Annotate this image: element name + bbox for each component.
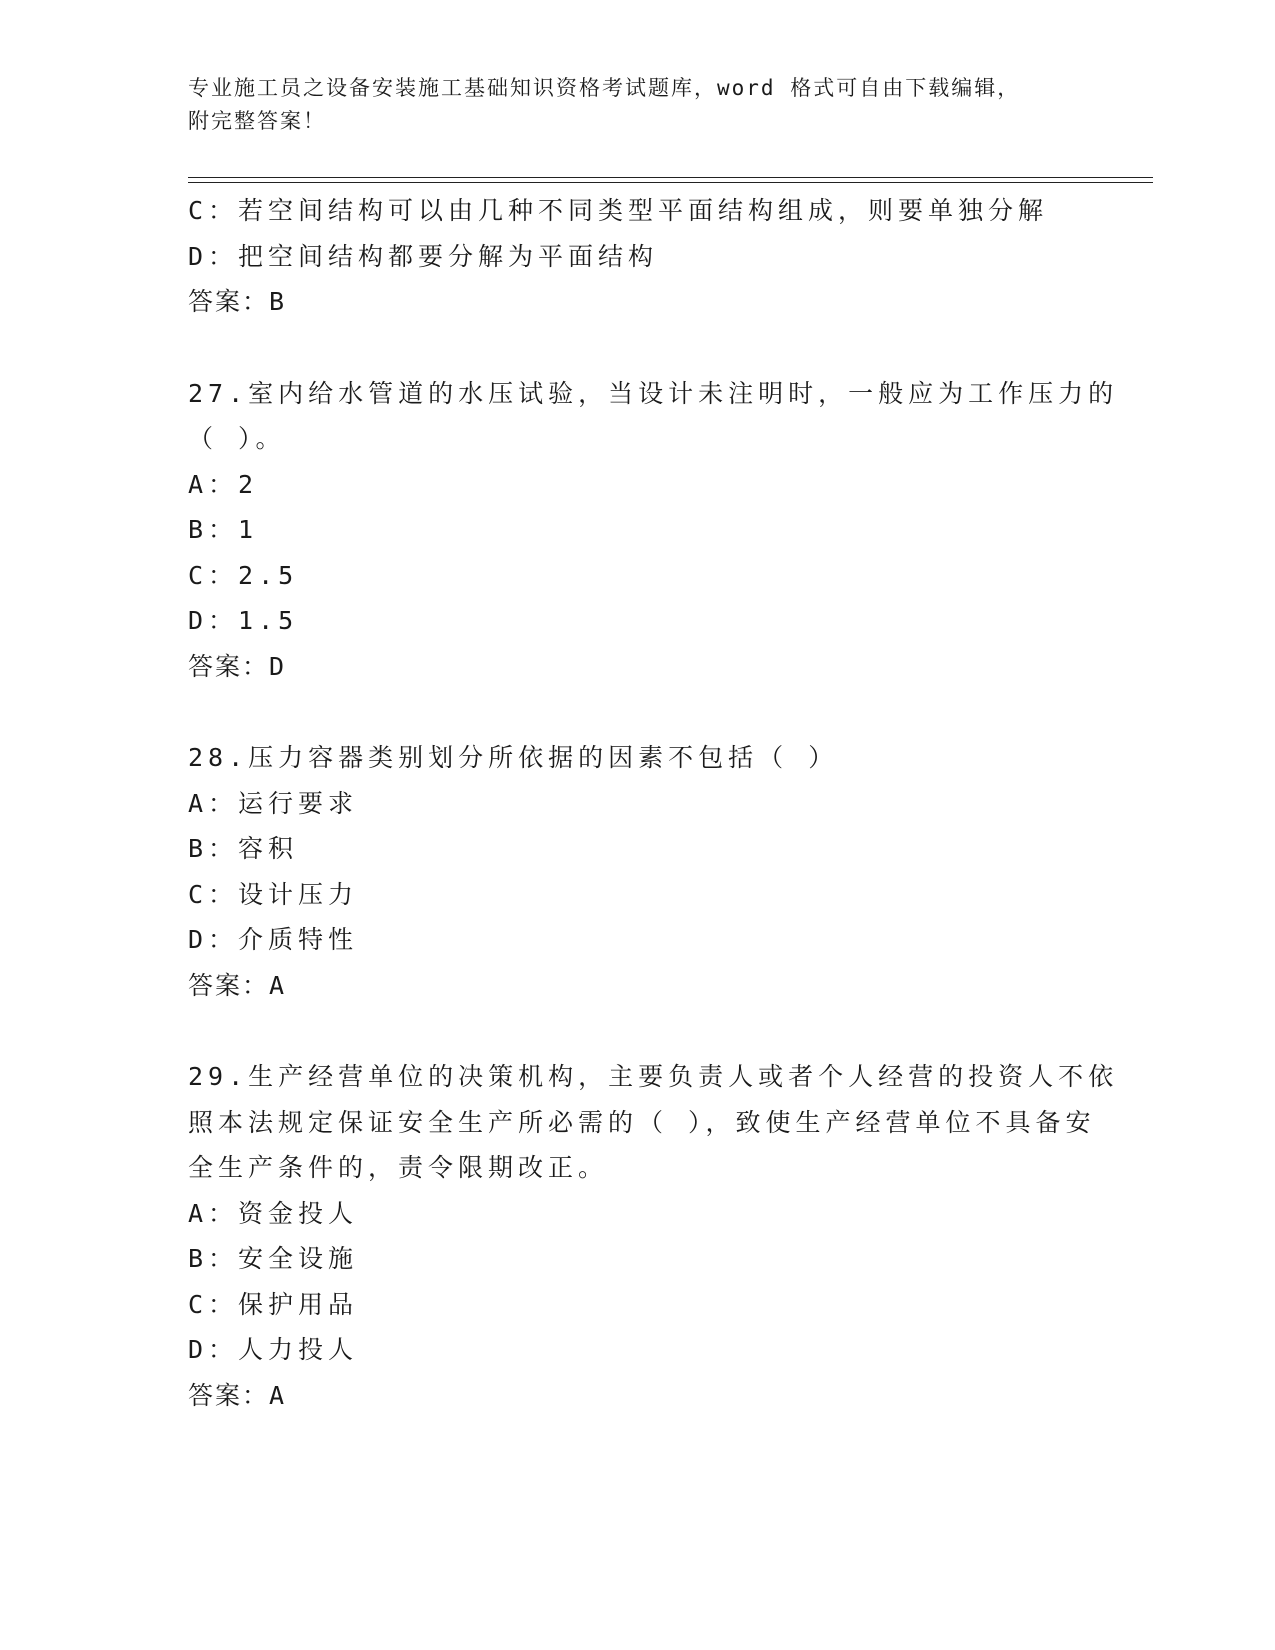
option-c: C：2.5 [188,560,299,590]
option-c: C：保护用品 [188,1289,359,1319]
question-stem-line: 27.室内给水管道的水压试验，当设计未注明时，一般应为工作压力的 [188,378,1119,408]
option-a: A：运行要求 [188,788,359,818]
spacer [188,325,1088,371]
spacer [188,1008,1088,1054]
option-c: C：若空间结构可以由几种不同类型平面结构组成，则要单独分解 [188,196,1049,225]
question-28 [188,735,1088,1008]
question-stem-line: 28.压力容器类别划分所依据的因素不包括（ ） [188,743,839,772]
question-stem-line: 照本法规定保证安全生产所必需的（ ），致使生产经营单位不具备安 [188,1107,1096,1137]
option-b: B：1 [188,515,259,544]
option-d: D：把空间结构都要分解为平面结构 [188,241,659,271]
document-header [188,72,1088,138]
header-line-1: 专业施工员之设备安装施工基础知识资格考试题库，word 格式可自由下载编辑， [188,76,1021,100]
question-stem-line: （ ）。 [188,424,286,453]
answer-line: 答案：B [188,287,287,316]
previous-question-tail [188,188,1088,325]
option-c: C：设计压力 [188,879,359,909]
option-b: B：安全设施 [188,1244,359,1273]
spacer [188,689,1088,735]
question-29 [188,1054,1119,1418]
answer-line: 答案：A [188,970,287,1000]
answer-line: 答案：A [188,1380,287,1410]
header-divider-top [188,177,1153,178]
option-a: A：资金投人 [188,1198,359,1228]
question-27 [188,371,1119,690]
option-a: A：2 [188,469,259,499]
option-d: D：1.5 [188,606,299,635]
question-content [188,188,1119,1418]
header-line-2: 附完整答案！ [188,109,326,133]
question-stem-line: 29.生产经营单位的决策机构，主要负责人或者个人经营的投资人不依 [188,1062,1119,1091]
header-divider-bottom [188,182,1153,183]
option-d: D：人力投人 [188,1335,359,1364]
question-stem-line: 全生产条件的，责令限期改正。 [188,1153,609,1182]
option-b: B：容积 [188,834,299,863]
answer-line: 答案：D [188,651,287,681]
option-d: D：介质特性 [188,925,359,954]
